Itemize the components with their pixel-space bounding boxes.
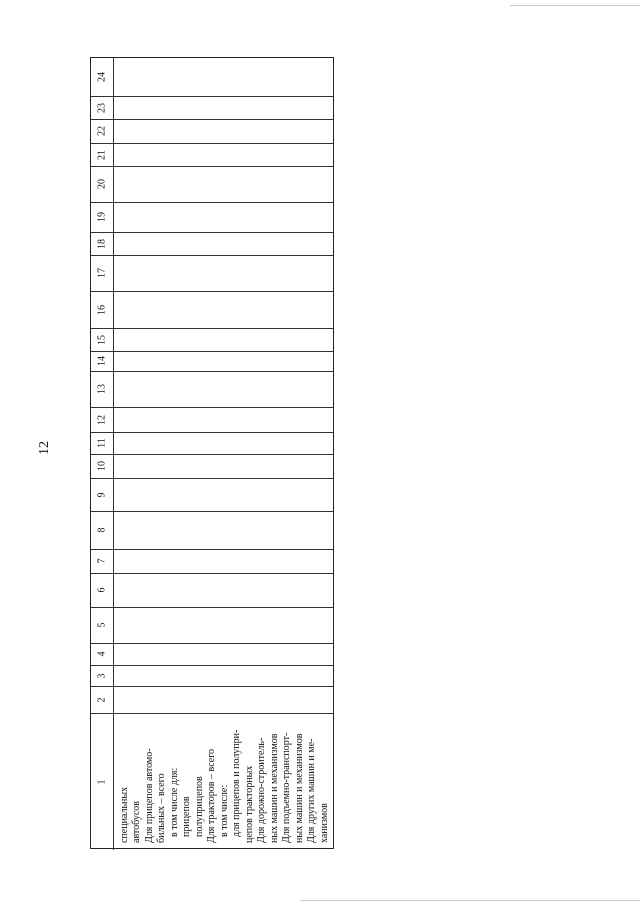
row-label: Для подъемно-транспорт- — [281, 732, 292, 843]
column-number: 17 — [96, 268, 108, 278]
table-row-16 — [91, 291, 333, 329]
row-label: в том числе для: — [169, 767, 180, 837]
column-number: 5 — [96, 622, 108, 628]
column-number: 18 — [96, 238, 108, 249]
table-row-21 — [91, 143, 333, 167]
table-row-4 — [91, 643, 333, 666]
column-number: 15 — [96, 334, 108, 345]
row-label: ханизмов — [319, 803, 330, 843]
table-row-5 — [91, 607, 333, 644]
column-number: 6 — [96, 587, 108, 593]
table-row-13 — [91, 371, 333, 408]
table-row-1 — [91, 713, 333, 850]
row-label: в том числе: — [219, 784, 230, 837]
column-number: 19 — [96, 212, 108, 222]
table-row-2 — [91, 686, 333, 714]
column-number: 22 — [96, 126, 108, 136]
column-number: 11 — [96, 438, 108, 448]
column-number: 13 — [96, 384, 108, 394]
table-row-18 — [91, 232, 333, 256]
row-label: полуприцепов — [194, 776, 205, 837]
column-number: 8 — [96, 527, 108, 533]
page-number: 12 — [37, 441, 52, 455]
table-row-22 — [91, 119, 333, 144]
table-row-23 — [91, 96, 333, 120]
column-number: 20 — [96, 179, 108, 189]
table-row-19 — [91, 202, 333, 233]
row-label: для прицепов и полупри- — [231, 729, 242, 837]
table-row-20 — [91, 166, 333, 203]
table-row-12 — [91, 407, 333, 433]
column-number: 24 — [96, 72, 108, 82]
row-label: Для других машин и ме- — [306, 738, 317, 843]
row-label: цепов тракторных — [244, 765, 255, 843]
table-row-6 — [91, 573, 333, 608]
column-number: 16 — [96, 304, 108, 315]
row-label: ных машин и механизмов — [269, 733, 280, 843]
column-number: 4 — [96, 651, 108, 657]
row-label: ных машин и механизмов — [294, 733, 305, 843]
column-number: 14 — [96, 356, 108, 366]
table-row-17 — [91, 255, 333, 292]
table-row-24 — [91, 58, 333, 97]
row-label: Для дорожно-строитель- — [256, 737, 267, 843]
column-number: 21 — [96, 149, 108, 160]
column-number: 12 — [96, 414, 108, 425]
column-number: 2 — [96, 697, 108, 702]
row-label: специальных — [119, 786, 130, 843]
table-row-3 — [91, 665, 333, 687]
table-row-7 — [91, 549, 333, 574]
row-label: Для тракторов – всего — [206, 748, 217, 843]
row-labels — [113, 713, 333, 850]
row-label: бильных – всего — [156, 773, 167, 843]
column-number: 9 — [96, 492, 108, 497]
table-row-9 — [91, 478, 333, 512]
table-row-10 — [91, 454, 333, 479]
table-row-11 — [91, 432, 333, 455]
column-number: 23 — [96, 102, 108, 113]
table-row-15 — [91, 328, 333, 352]
row-label: Для прицепов автомо- — [144, 748, 155, 843]
row-label: автобусов — [131, 800, 142, 843]
table-row-14 — [91, 351, 333, 372]
table-row-8 — [91, 511, 333, 550]
column-number: 7 — [96, 558, 108, 564]
column-number: 3 — [96, 673, 108, 678]
column-number: 10 — [96, 461, 108, 471]
top-edge-line — [510, 5, 640, 6]
bottom-edge-line — [300, 900, 640, 901]
column-number: 1 — [96, 779, 108, 784]
row-label: прицепов — [181, 796, 192, 837]
data-table — [90, 57, 334, 849]
